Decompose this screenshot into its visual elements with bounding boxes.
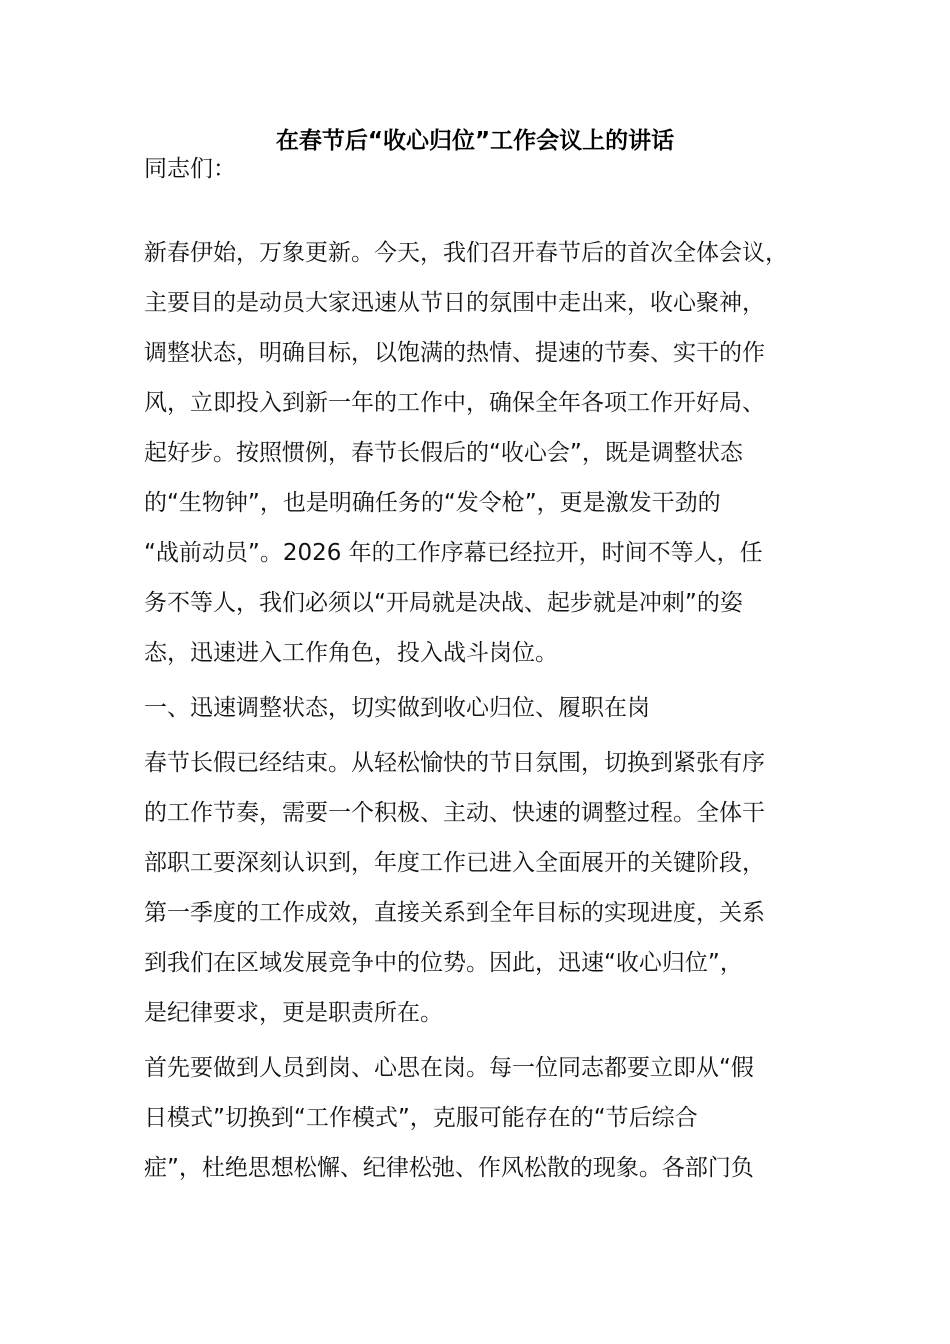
paragraph-line: 首先要做到人员到岗、心思在岗。每一位同志都要立即从“假 [144, 1055, 754, 1081]
paragraph-line: 务不等人，我们必须以“开局就是决战、起步就是冲刺”的姿 [144, 590, 743, 616]
document-title: 在春节后“收心归位”工作会议上的讲话 [275, 128, 675, 154]
paragraph-line: 主要目的是动员大家迅速从节日的氛围中走出来，收心聚神， [144, 290, 765, 316]
paragraph-line: 是纪律要求，更是职责所在。 [144, 1000, 443, 1026]
paragraph-line: “战前动员”。2026 年的工作序幕已经拉开，时间不等人，任 [144, 540, 763, 566]
paragraph-line: 到我们在区域发展竞争中的位势。因此，迅速“收心归位”， [144, 950, 743, 976]
paragraph-line: 第一季度的工作成效，直接关系到全年目标的实现进度，关系 [144, 900, 765, 926]
paragraph-line: 的“生物钟”，也是明确任务的“发令枪”，更是激发干劲的 [144, 490, 721, 516]
paragraph-line: 的工作节奏，需要一个积极、主动、快速的调整过程。全体干 [144, 800, 765, 826]
paragraph-line: 风，立即投入到新一年的工作中，确保全年各项工作开好局、 [144, 390, 765, 416]
paragraph-line: 春节长假已经结束。从轻松愉快的节日氛围，切换到紧张有序 [144, 750, 765, 776]
paragraph-line: 症”，杜绝思想松懈、纪律松弛、作风松散的现象。各部门负 [144, 1155, 754, 1181]
paragraph-line: 起好步。按照惯例，春节长假后的“收心会”，既是调整状态 [144, 440, 743, 466]
section-heading: 一、迅速调整状态，切实做到收心归位、履职在岗 [144, 695, 650, 721]
paragraph-line: 部职工要深刻认识到，年度工作已进入全面展开的关键阶段， [144, 850, 765, 876]
paragraph-line: 调整状态，明确目标，以饱满的热情、提速的节奏、实干的作 [144, 340, 765, 366]
paragraph-line: 新春伊始，万象更新。今天，我们召开春节后的首次全体会议， [144, 240, 788, 266]
paragraph-line: 态，迅速进入工作角色，投入战斗岗位。 [144, 640, 558, 666]
paragraph-line: 日模式”切换到“工作模式”，克服可能存在的“节后综合 [144, 1105, 698, 1131]
salutation: 同志们： [144, 156, 236, 182]
